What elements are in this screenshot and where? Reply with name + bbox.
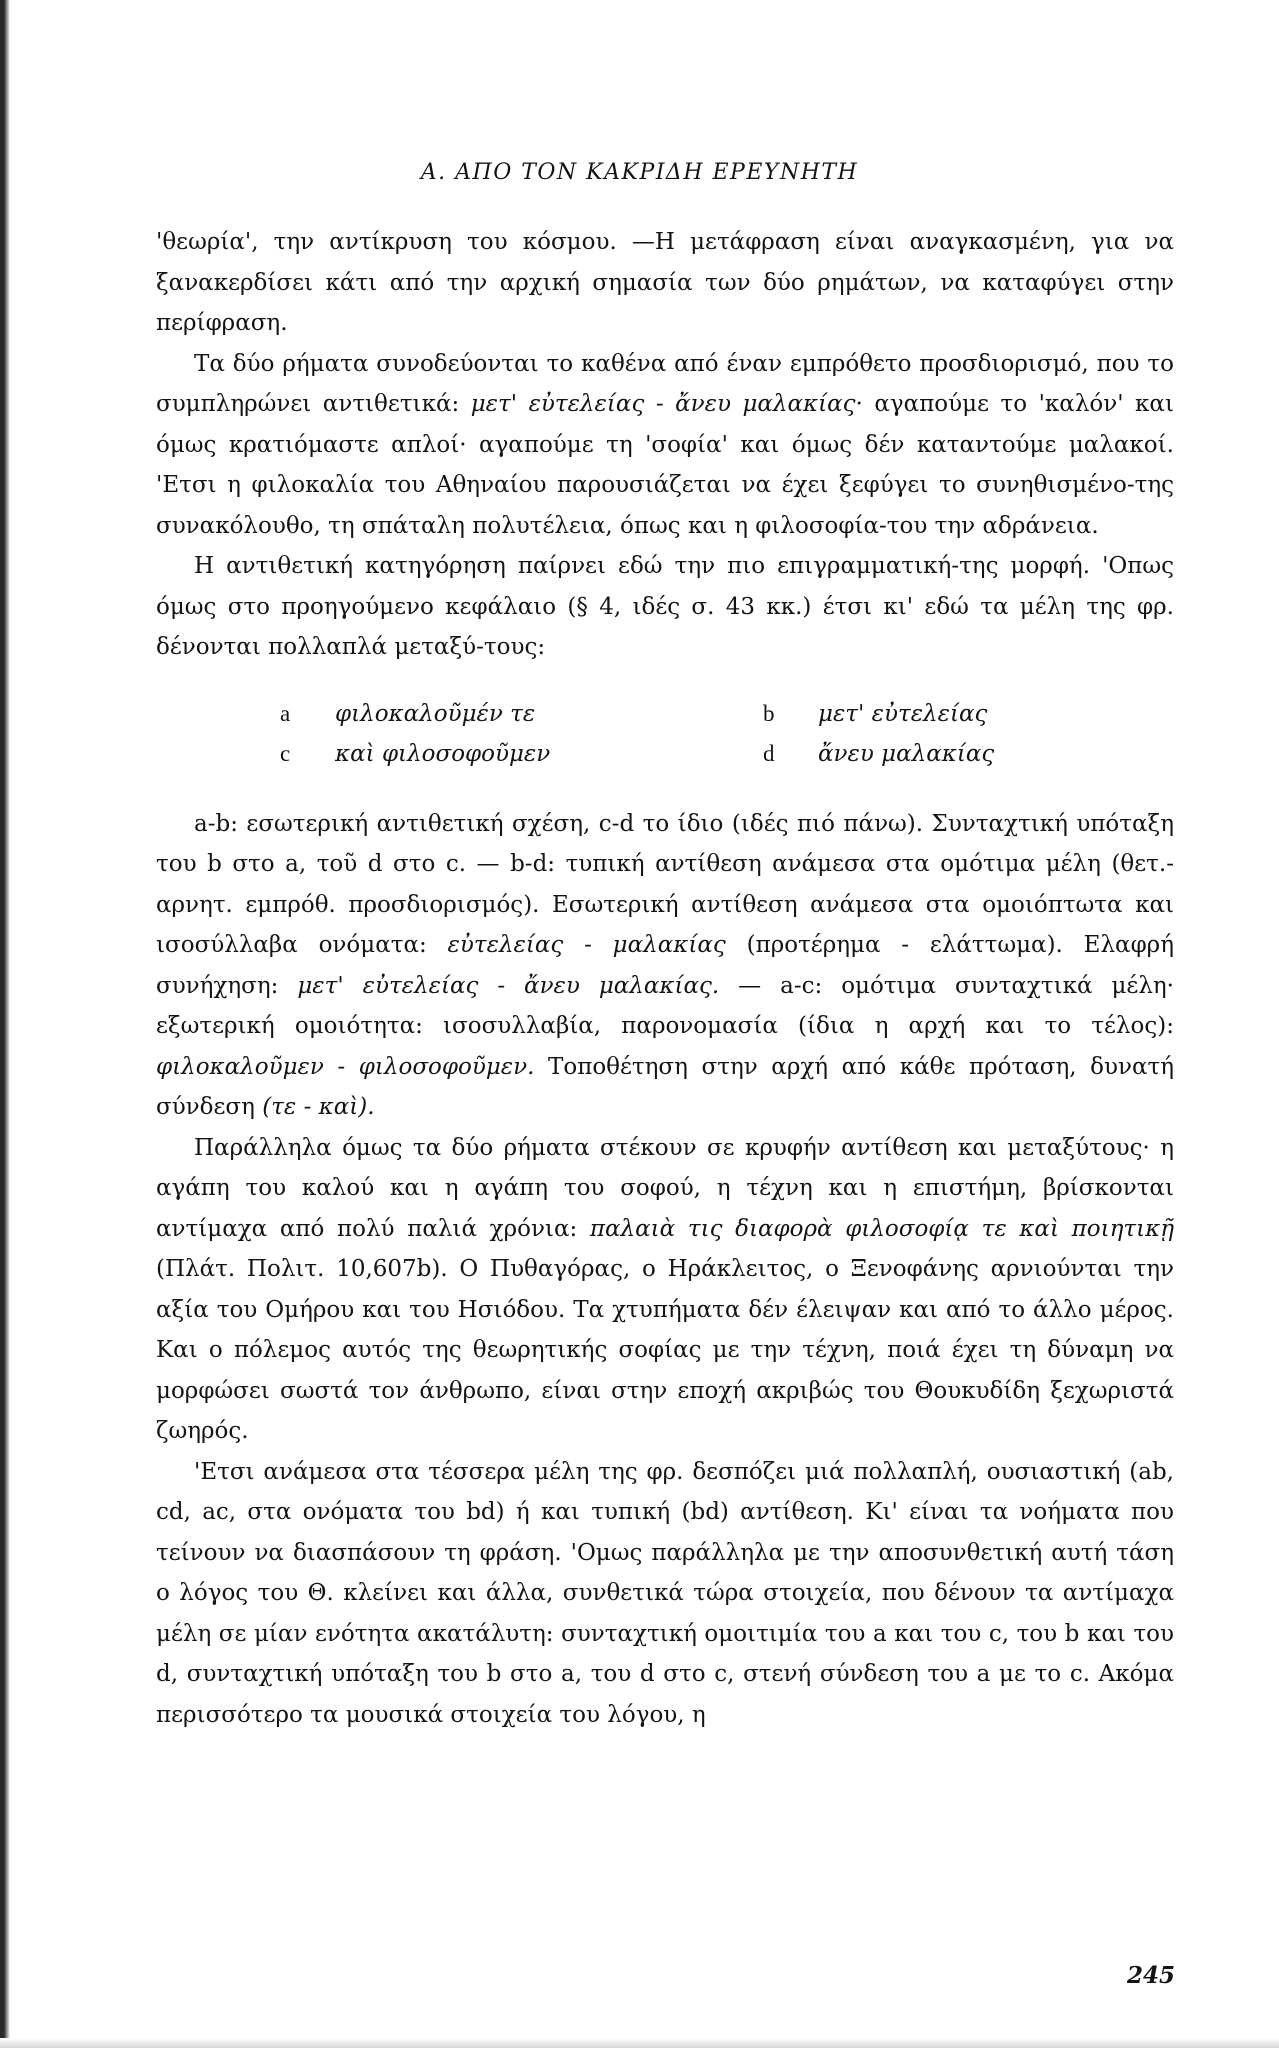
scheme-phrase-c: καὶ φιλοσοφοῦμεν: [335, 740, 551, 767]
text-span: αγαπούμε το 'καλόν' και όμως κρατιόμαστε απλοί· αγαπούμε τη 'σοφία' και όμως δέν καταντούμε μαλακοί. 'Ετσι η φιλοκαλία του Αθηναίου παρουσιάζεται να έχει ξεφύγει το συνηθισμένο-της συνακόλουθο, τη σπάταλη πολυτέλεια, όπως και η φιλοσοφία-του την αδράνεια.: [156, 391, 1174, 539]
paragraph: [156, 222, 1174, 344]
scheme-letter-a: a: [280, 700, 291, 726]
scheme-letter-c: c: [280, 740, 291, 766]
scheme-letter-d: d: [763, 740, 775, 766]
greek-quote-span: μετ' εὐτελείας - ἄνευ μαλακίας·: [470, 391, 863, 417]
running-head: Α. ΑΠΟ ΤΟΝ ΚΑΚΡΙΔΗ ΕΡΕΥΝΗΤΗ: [420, 160, 859, 185]
text-span: Παράλληλα όμως τα δύο ρήματα στέκουν σε κρυφήν αντίθεση και μεταξύτους· η αγάπη του καλού και η αγάπη του σοφού, η τέχνη και η επιστήμη, βρίσκονται αντίμαχα από πολύ παλιά χρόνια:: [156, 1134, 1174, 1242]
paragraph: [156, 1452, 1174, 1736]
greek-quote-span: παλαιὰ τις διαφορὰ φιλοσοφίᾳ τε καὶ ποιητικῇ: [589, 1215, 1174, 1242]
paragraph: [156, 804, 1174, 1128]
text-span: (Πλάτ. Πολιτ. 10,607b). Ο Πυθαγόρας, ο Ηράκλειτος, ο Ξενοφάνης αρνιούνται την αξία του Ομήρου και του Ησιόδου. Τα χτυπήματα δέν έλειψαν και από το άλλο μέρος. Και ο πόλεμος αυτός της θεωρητικής σοφίας με την τέχνη, ποιά έχει τη δύναμη να μορφώσει σωστά τον άνθρωπο, είναι στην εποχή ακριβώς του Θουκυδίδη ξεχωριστά ζωηρός.: [156, 1256, 1174, 1444]
text-span: a-b: εσωτερική αντιθετική σχέση, c-d το ίδιο (ιδές πιό πάνω). Συνταχτική υπόταξη του b στο a, τοῦ d στο c. — b-d: τυπική αντίθεση ανάμεσα στα ομότιμα μέλη (θετ.-αρνητ. εμπρόθ. προσδιορισμός). Εσωτερική αντίθεση ανάμεσα στα ομοιόπτωτα και ισοσύλλαβα ονόματα:: [156, 810, 1174, 958]
text-span: Η αντιθετική κατηγόρηση παίρνει εδώ την πιο επιγραμματική-της μορφή. 'Οπως όμως στο προηγούμενο κεφάλαιο (§ 4, ιδές σ. 43 κκ.) έτσι κι' εδώ τα μέλη της φρ. δένονται πολλαπλά μεταξύ-τους:: [156, 553, 1174, 660]
body-text: [156, 222, 1174, 1735]
text-span: Τα δύο ρήματα συνοδεύονται το καθένα από έναν εμπρόθετο προσδιορισμό, που το συμπληρώνει αντιθετικά:: [156, 350, 1174, 417]
scan-edge-bottom: [0, 2038, 1279, 2048]
text-span: 'θεωρία', την αντίκρυση του κόσμου. —Η μετάφραση είναι αναγκασμένη, για να ξανακερδίσει κάτι από την αρχική σημασία των δύο ρημάτων, να καταφύγει στην περίφραση.: [156, 229, 1174, 336]
page-number: 245: [1126, 1962, 1175, 1989]
text-span: — a-c: ομότιμα συνταχτικά μέλη· εξωτερική ομοιότητα: ισοσυλλαβία, παρονομασία (ίδια η αρχή και το τέλος):: [156, 972, 1174, 1039]
greek-quote-span: (τε - καὶ).: [262, 1094, 375, 1120]
greek-quote-span: εὐτελείας - μαλακίας: [447, 932, 726, 958]
scheme-letter-b: b: [763, 700, 775, 726]
paragraph: [156, 546, 1174, 668]
text-span: 'Ετσι ανάμεσα στα τέσσερα μέλη της φρ. δεσπόζει μιά πολλαπλή, ουσιαστική (ab, cd, ac, στα ονόματα του bd) ή και τυπική (bd) αντίθεση. Κι' είναι τα νοήματα που τείνουν να διασπάσουν τη φράση. 'Ομως παράλληλα με την αποσυνθετική αυτή τάση ο λόγος του Θ. κλείνει και άλλα, συνθετικά τώρα στοιχεία, που δένουν τα αντίμαχα μέλη σε μίαν ενότητα ακατάλυτη: συνταχτική ομοιτιμία του a και του c, του b και του d, συνταχτική υπόταξη του b στο a, του d στο c, στενή σύνδεση του a με το c. Ακόμα περισσότερο τα μουσικά στοιχεία του λόγου, η: [156, 1458, 1174, 1728]
greek-quote-span: μετ' εὐτελείας - ἄνευ μαλακίας.: [297, 972, 720, 999]
greek-quote-span: φιλοκαλοῦμεν - φιλοσοφοῦμεν.: [156, 1053, 535, 1080]
phrase-scheme: [280, 694, 1174, 774]
paragraph: [156, 344, 1174, 547]
scheme-phrase-b: μετ' εὐτελείας: [818, 700, 988, 727]
text-span: Τοποθέτηση στην αρχή από κάθε πρόταση, δυνατή σύνδεση: [156, 1053, 1175, 1120]
text-span: (προτέρημα - ελάττωμα). Ελαφρή συνήχηση:: [156, 932, 1174, 999]
scheme-phrase-d: ἄνευ μαλακίας: [818, 740, 995, 767]
scan-edge-left: [0, 0, 10, 2048]
scheme-phrase-a: φιλοκαλοῦμέν τε: [335, 700, 536, 727]
paragraph: [156, 1128, 1174, 1452]
